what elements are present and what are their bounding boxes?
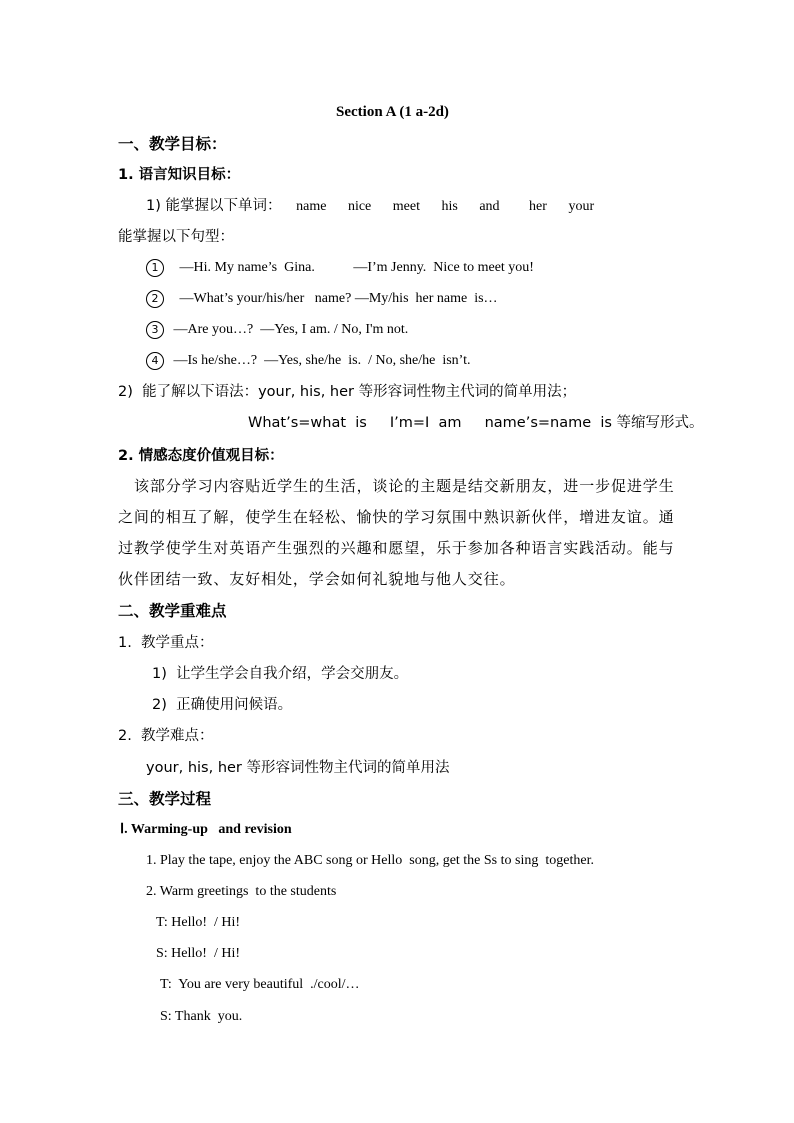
vocab-word: meet — [392, 199, 420, 214]
paragraph-line: 伙伴团结一致、友好相处，学会如何礼貌地与他人交往。 — [118, 570, 516, 588]
vocab-word: and — [479, 199, 500, 214]
vocab-word: your — [568, 199, 595, 214]
grammar-objective: 2) 能了解以下语法：your, his, her 等形容词性物主代词的简单用法； — [118, 384, 577, 400]
vocab-word: nice — [347, 199, 372, 214]
sentence-item — [146, 289, 498, 309]
circled-number: 1 — [146, 259, 164, 277]
circled-number: 2 — [146, 290, 164, 308]
dialogue-line: S: Hello! / Hi! — [156, 946, 240, 961]
key-point-item: 2) 正确使用问候语。 — [152, 697, 293, 713]
section-heading-key-points: 二、教学重难点 — [118, 602, 227, 620]
paragraph-line: 之间的相互了解，使学生在轻松、愉快的学习氛围中熟识新伙伴，增进友谊。通 — [118, 508, 675, 526]
key-points-label: 1. 教学重点： — [118, 635, 214, 651]
vocab-intro: 1) 能掌握以下单词： — [146, 198, 282, 214]
sentence-item — [146, 258, 534, 278]
page-title: Section A (1 a-2d) — [336, 104, 449, 120]
circled-number: 4 — [146, 352, 164, 370]
sentence-text: —Is he/she…? —Yes, she/he is. / No, she/he isn’t. — [173, 353, 471, 368]
dialogue-line: T: Hello! / Hi! — [156, 915, 241, 930]
vocab-word: name — [296, 199, 327, 214]
sentences-intro: 能掌握以下句型： — [118, 229, 234, 245]
dialogue-line: T: You are very beautiful ./cool/… — [160, 977, 360, 992]
vocab-word: his — [441, 199, 458, 214]
subheading-emotional-goals: 2. 情感态度价值观目标： — [118, 448, 284, 464]
key-point-item: 1) 让学生学会自我介绍，学会交朋友。 — [152, 666, 409, 682]
sentence-text: —What’s your/his/her name? —My/his her name is… — [179, 291, 498, 306]
difficulty-label: 2. 教学难点： — [118, 728, 214, 744]
paragraph-line: 该部分学习内容贴近学生的生活，谈论的主题是结交新朋友，进一步促进学生 — [134, 477, 675, 495]
contractions-line: What’s=what is I’m=I am name’s=name is 等缩写形式。 — [248, 415, 704, 431]
section-heading-process: 三、教学过程 — [118, 790, 212, 808]
sentence-text: —Hi. My name’s Gina. —I’m Jenny. Nice to meet you! — [179, 260, 534, 275]
sentence-item — [146, 320, 408, 340]
part-heading-warming-up: Ⅰ. Warming-up and revision — [120, 822, 292, 837]
circled-number: 3 — [146, 321, 164, 339]
paragraph-line: 过教学使学生对英语产生强烈的兴趣和愿望，乐于参加各种语言实践活动。能与 — [118, 539, 675, 557]
dialogue-line: S: Thank you. — [160, 1009, 243, 1024]
process-step: 1. Play the tape, enjoy the ABC song or Hello song, get the Ss to sing together. — [146, 853, 594, 868]
section-heading-objectives: 一、教学目标： — [118, 135, 227, 153]
sentence-text: —Are you…? —Yes, I am. / No, I'm not. — [173, 322, 409, 337]
process-step: 2. Warm greetings to the students — [146, 884, 337, 899]
subheading-language-knowledge: 1. 语言知识目标： — [118, 167, 241, 183]
vocab-line — [146, 196, 594, 217]
vocab-word: her — [529, 199, 547, 214]
sentence-item — [146, 351, 470, 371]
vocab-list — [296, 199, 594, 214]
difficulty-item: your, his, her 等形容词性物主代词的简单用法 — [146, 760, 450, 776]
